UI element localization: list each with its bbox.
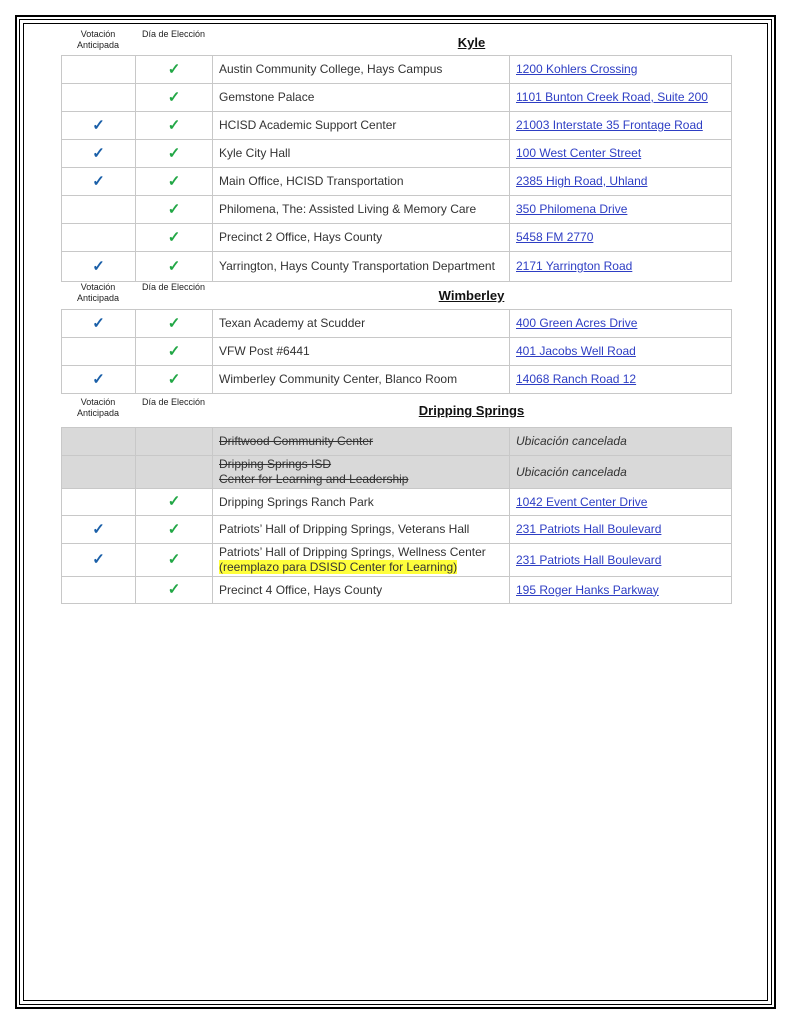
election-day-cell (136, 544, 213, 577)
address-link[interactable]: 21003 Interstate 35 Frontage Road (516, 118, 703, 132)
location-name-cell (213, 338, 510, 366)
location-name: Kyle City Hall (219, 146, 291, 160)
location-name-cell (213, 544, 510, 577)
address-cell (510, 56, 732, 84)
location-name: Driftwood Community Center (219, 434, 374, 448)
address-link[interactable]: 231 Patriots Hall Boulevard (516, 552, 662, 567)
location-name-cell (213, 252, 510, 282)
election-day-cell (136, 577, 213, 604)
location-name-line2: Center for Learning and Leadership (219, 472, 409, 486)
address-link[interactable]: 1042 Event Center Drive (516, 494, 648, 509)
location-row (62, 84, 732, 112)
address-link[interactable]: 400 Green Acres Drive (516, 316, 638, 330)
location-name: Precinct 2 Office, Hays County (219, 230, 383, 244)
location-row (62, 224, 732, 252)
location-row (62, 577, 732, 604)
address-cell (510, 84, 732, 112)
cancelled-location-row (62, 456, 732, 489)
address-cell (510, 140, 732, 168)
early-vote-column-header: Votación Anticipada (76, 397, 120, 418)
election-day-cell (136, 140, 213, 168)
section-header (61, 397, 731, 423)
address-cell (510, 577, 732, 604)
locations-table (61, 309, 732, 394)
section-header (61, 29, 731, 55)
location-name: Patriots’ Hall of Dripping Springs, Wellness Center (219, 545, 486, 559)
election-day-check-icon: ✓ (167, 314, 181, 332)
election-day-check-icon: ✓ (167, 88, 181, 106)
address-link[interactable]: 1200 Kohlers Crossing (516, 62, 638, 76)
election-day-cell (136, 84, 213, 112)
address-link[interactable]: 401 Jacobs Well Road (516, 344, 636, 358)
election-day-cell (136, 224, 213, 252)
election-day-check-icon: ✓ (167, 370, 181, 388)
location-name: Patriots’ Hall of Dripping Springs, Veterans Hall (219, 522, 470, 536)
location-name: Texan Academy at Scudder (219, 316, 366, 330)
location-name: Yarrington, Hays County Transportation Department (219, 259, 495, 273)
location-row (62, 544, 732, 577)
election-day-check-icon: ✓ (167, 493, 181, 510)
early-vote-cell (62, 428, 136, 456)
election-day-check-icon: ✓ (167, 257, 181, 275)
location-name-cell (213, 489, 510, 516)
early-vote-cell (62, 140, 136, 168)
election-day-cell (136, 338, 213, 366)
address-link[interactable]: 2385 High Road, Uhland (516, 174, 648, 188)
early-vote-check-icon: ✓ (92, 370, 105, 388)
early-vote-cell (62, 196, 136, 224)
address-link[interactable]: 2171 Yarrington Road (516, 259, 633, 273)
early-vote-cell (62, 310, 136, 338)
early-vote-cell (62, 112, 136, 140)
early-vote-cell (62, 544, 136, 577)
location-name-cell (213, 140, 510, 168)
location-name-cell (213, 56, 510, 84)
location-name: Gemstone Palace (219, 90, 315, 104)
location-row (62, 140, 732, 168)
location-name: Philomena, The: Assisted Living & Memory Care (219, 202, 477, 216)
cancelled-location-row (62, 428, 732, 456)
address-link[interactable]: 195 Roger Hanks Parkway (516, 582, 659, 597)
address-cell (510, 366, 732, 394)
location-name-cell (213, 224, 510, 252)
location-name: Precinct 4 Office, Hays County (219, 582, 383, 597)
location-row (62, 516, 732, 544)
location-name: Wimberley Community Center, Blanco Room (219, 372, 458, 386)
election-day-cell (136, 516, 213, 544)
locations-table (61, 55, 732, 282)
location-row (62, 112, 732, 140)
section-title: Wimberley (438, 288, 505, 303)
location-name-cell (213, 516, 510, 544)
election-day-check-icon: ✓ (167, 172, 181, 190)
location-name-cell (213, 168, 510, 196)
early-vote-check-icon: ✓ (92, 257, 105, 275)
location-name-cell (213, 366, 510, 394)
highlighted-note: (reemplazo para DSISD Center for Learning) (219, 560, 458, 574)
location-name: Dripping Springs Ranch Park (219, 494, 374, 509)
early-vote-check-icon: ✓ (92, 520, 105, 538)
address-link[interactable]: 14068 Ranch Road 12 (516, 372, 637, 386)
address-link[interactable]: 231 Patriots Hall Boulevard (516, 522, 662, 536)
election-day-check-icon: ✓ (167, 144, 181, 162)
location-name-cell (213, 112, 510, 140)
election-day-check-icon: ✓ (167, 60, 181, 78)
location-note (219, 560, 503, 575)
early-vote-cell (62, 56, 136, 84)
early-vote-cell (62, 456, 136, 489)
location-row (62, 168, 732, 196)
election-day-check-icon: ✓ (167, 581, 181, 598)
section-title: Dripping Springs (418, 403, 525, 418)
location-name-cell (213, 428, 510, 456)
early-vote-cell (62, 366, 136, 394)
location-row (62, 310, 732, 338)
early-vote-check-icon: ✓ (92, 116, 105, 134)
election-day-check-icon: ✓ (167, 342, 181, 360)
location-row (62, 56, 732, 84)
early-vote-check-icon: ✓ (92, 551, 105, 568)
location-name-cell (213, 84, 510, 112)
early-vote-cell (62, 489, 136, 516)
election-day-column-header: Día de Elección (141, 29, 206, 39)
address-cell (510, 456, 732, 489)
election-day-cell (136, 112, 213, 140)
election-day-cell (136, 310, 213, 338)
location-name: Austin Community College, Hays Campus (219, 62, 443, 76)
election-day-cell (136, 196, 213, 224)
election-day-cell (136, 56, 213, 84)
address-cell (510, 168, 732, 196)
location-row (62, 366, 732, 394)
location-name: Main Office, HCISD Transportation (219, 174, 404, 188)
cancelled-status: Ubicación cancelada (516, 434, 627, 448)
location-name: VFW Post #6441 (219, 344, 310, 358)
location-name-cell (213, 577, 510, 604)
election-day-cell (136, 428, 213, 456)
election-day-check-icon: ✓ (167, 200, 181, 218)
election-day-check-icon: ✓ (167, 520, 181, 538)
election-day-check-icon: ✓ (167, 116, 181, 134)
address-cell (510, 310, 732, 338)
early-vote-cell (62, 516, 136, 544)
location-row (62, 338, 732, 366)
address-cell (510, 252, 732, 282)
location-name-cell (213, 196, 510, 224)
early-vote-cell (62, 168, 136, 196)
location-name: HCISD Academic Support Center (219, 118, 397, 132)
location-row (62, 252, 732, 282)
address-link[interactable]: 100 West Center Street (516, 146, 642, 160)
early-vote-column-header: Votación Anticipada (76, 29, 120, 50)
section-title: Kyle (457, 35, 486, 50)
location-row (62, 489, 732, 516)
early-vote-cell (62, 84, 136, 112)
address-link[interactable]: 350 Philomena Drive (516, 202, 628, 216)
early-vote-cell (62, 252, 136, 282)
early-vote-check-icon: ✓ (92, 172, 105, 190)
election-day-cell (136, 252, 213, 282)
address-cell (510, 196, 732, 224)
location-name-cell (213, 456, 510, 489)
address-link[interactable]: 5458 FM 2770 (516, 230, 594, 244)
early-vote-check-icon: ✓ (92, 314, 105, 332)
address-cell (510, 489, 732, 516)
election-day-check-icon: ✓ (167, 551, 181, 568)
election-day-column-header: Día de Elección (141, 397, 206, 407)
address-cell (510, 544, 732, 577)
section-header (61, 282, 731, 308)
address-cell (510, 112, 732, 140)
election-day-cell (136, 456, 213, 489)
early-vote-cell (62, 577, 136, 604)
locations-table (61, 427, 732, 604)
election-day-column-header: Día de Elección (141, 282, 206, 292)
election-day-cell (136, 366, 213, 394)
address-cell (510, 516, 732, 544)
early-vote-cell (62, 224, 136, 252)
early-vote-column-header: Votación Anticipada (76, 282, 120, 303)
election-day-cell (136, 489, 213, 516)
address-cell (510, 338, 732, 366)
location-name-cell (213, 310, 510, 338)
address-cell (510, 224, 732, 252)
address-cell (510, 428, 732, 456)
address-link[interactable]: 1101 Bunton Creek Road, Suite 200 (516, 90, 708, 104)
election-day-cell (136, 168, 213, 196)
location-row (62, 196, 732, 224)
location-name: Dripping Springs ISD (219, 457, 332, 471)
early-vote-cell (62, 338, 136, 366)
cancelled-status: Ubicación cancelada (516, 464, 627, 479)
early-vote-check-icon: ✓ (92, 144, 105, 162)
election-day-check-icon: ✓ (167, 228, 181, 246)
